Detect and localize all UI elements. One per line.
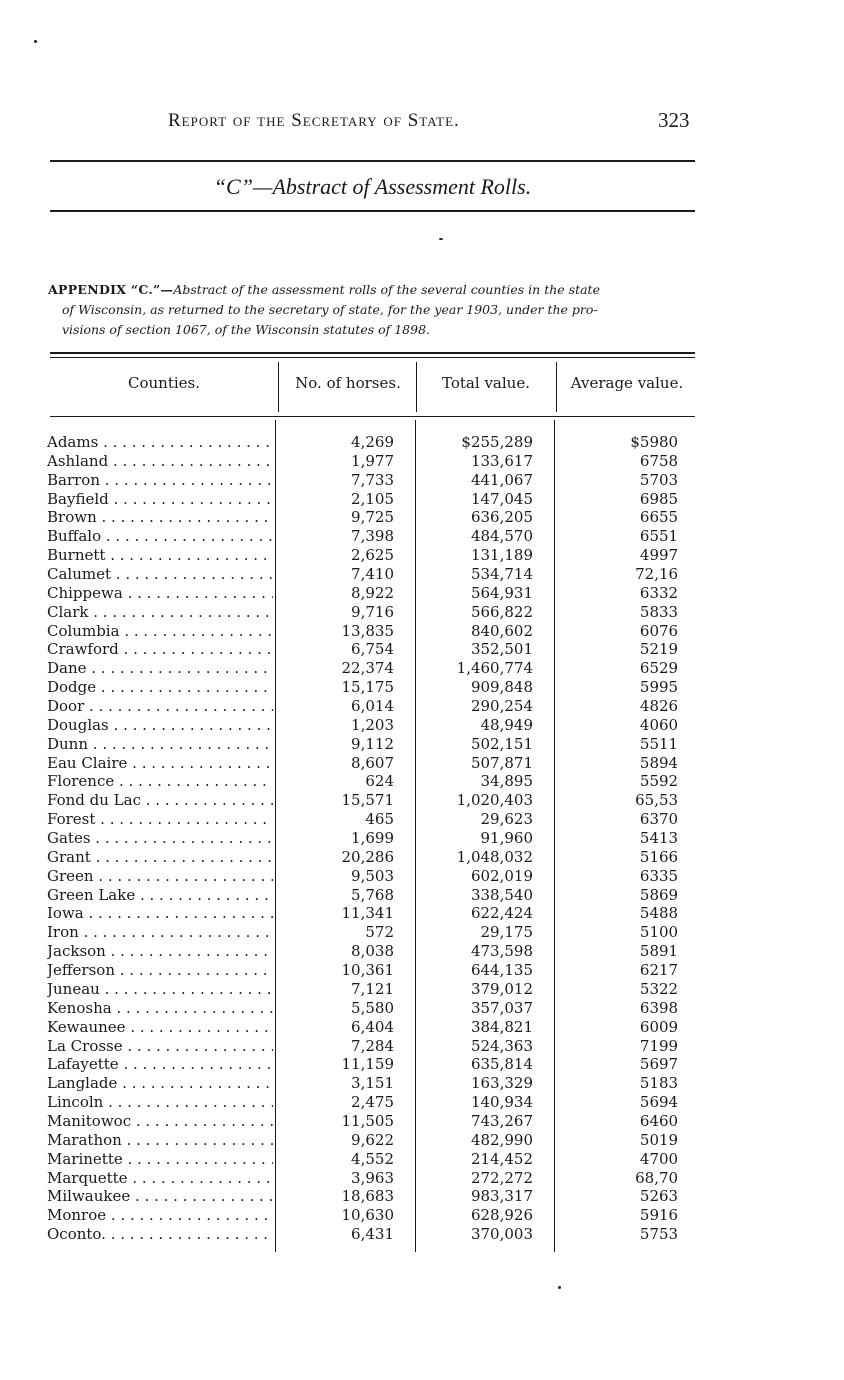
county-cell: Bayfield . . . bbox=[47, 490, 273, 509]
horses-cell: 9,716 bbox=[351, 602, 394, 621]
total-value-cell: 214,452 bbox=[470, 1149, 533, 1168]
appendix-line-2: of Wisconsin, as returned to the secretary of state, for the year 1903, under the pro- bbox=[62, 302, 598, 317]
table-row bbox=[0, 735, 844, 754]
total-value-cell: 502,151 bbox=[470, 734, 533, 753]
total-value-cell: 133,617 bbox=[470, 451, 533, 470]
average-cents-cell: 70 bbox=[659, 810, 679, 829]
total-value-cell: 29,623 bbox=[480, 810, 533, 829]
horses-cell: 11,159 bbox=[341, 1055, 394, 1074]
table-row bbox=[0, 659, 844, 678]
county-cell: Columbia . . . bbox=[47, 622, 273, 641]
horses-cell: 11,341 bbox=[341, 904, 394, 923]
average-cents-cell: 22 bbox=[659, 979, 679, 998]
average-dollars-cell: 59 bbox=[639, 1206, 659, 1225]
average-dollars-cell: 57 bbox=[639, 470, 659, 489]
average-cents-cell: 51 bbox=[659, 527, 679, 546]
appendix-line-3: visions of section 1067, of the Wisconsin statutes of 1898. bbox=[62, 322, 431, 337]
average-cents-cell: 17 bbox=[659, 961, 679, 980]
horses-cell: 7,398 bbox=[351, 527, 394, 546]
average-cents-cell: 53 bbox=[659, 791, 679, 810]
average-dollars-cell: 63 bbox=[639, 583, 659, 602]
average-dollars-cell: 58 bbox=[639, 602, 659, 621]
table-row bbox=[0, 1169, 844, 1188]
average-cents-cell: 91 bbox=[659, 942, 679, 961]
total-value-cell: 983,317 bbox=[470, 1187, 533, 1206]
average-cents-cell: 94 bbox=[659, 1093, 679, 1112]
average-dollars-cell: 50 bbox=[639, 1130, 659, 1149]
horses-cell: 7,733 bbox=[351, 470, 394, 489]
total-value-cell: 622,424 bbox=[470, 904, 533, 923]
divider-top bbox=[50, 160, 695, 162]
horses-cell: 6,404 bbox=[351, 1017, 394, 1036]
average-dollars-cell: 65 bbox=[639, 527, 659, 546]
county-cell: Grant . . . bbox=[47, 848, 273, 867]
table-row bbox=[0, 1037, 844, 1056]
county-cell: Manitowoc . . . bbox=[47, 1112, 273, 1131]
average-cents-cell: 55 bbox=[659, 508, 679, 527]
total-value-cell: 564,931 bbox=[470, 583, 533, 602]
county-cell: Dodge . . . bbox=[47, 678, 273, 697]
average-dollars-cell: 63 bbox=[639, 866, 659, 885]
horses-cell: 8,607 bbox=[351, 753, 394, 772]
table-row bbox=[0, 1018, 844, 1037]
horses-cell: 3,963 bbox=[351, 1168, 394, 1187]
header-divider-2 bbox=[416, 362, 417, 412]
average-dollars-cell: 64 bbox=[639, 1111, 659, 1130]
county-cell: Green . . . bbox=[47, 867, 273, 886]
total-value-cell: 48,949 bbox=[480, 715, 533, 734]
total-value-cell: 441,067 bbox=[470, 470, 533, 489]
horses-cell: 10,361 bbox=[341, 961, 394, 980]
county-cell: Juneau . . . bbox=[47, 980, 273, 999]
horses-cell: 2,625 bbox=[351, 546, 394, 565]
total-value-cell: 1,020,403 bbox=[456, 791, 533, 810]
county-cell: Kewaunee . . . bbox=[47, 1018, 273, 1037]
header-horses: No. of horses. bbox=[295, 374, 401, 392]
average-cents-cell: 99 bbox=[659, 1036, 679, 1055]
table-row bbox=[0, 810, 844, 829]
horses-cell: 15,571 bbox=[341, 791, 394, 810]
county-cell: Calumet . . . bbox=[47, 565, 273, 584]
average-dollars-cell: 55 bbox=[639, 734, 659, 753]
average-cents-cell: 92 bbox=[659, 772, 679, 791]
total-value-cell: 484,570 bbox=[470, 527, 533, 546]
county-cell: Jackson . . . bbox=[47, 942, 273, 961]
average-dollars-cell: 57 bbox=[639, 1225, 659, 1244]
county-cell: Door . . . bbox=[47, 697, 273, 716]
table-row bbox=[0, 471, 844, 490]
average-cents-cell: 00 bbox=[659, 1149, 679, 1168]
table-row bbox=[0, 603, 844, 622]
header-divider-3 bbox=[556, 362, 557, 412]
table-row bbox=[0, 433, 844, 452]
total-value-cell: 566,822 bbox=[470, 602, 533, 621]
appendix-intro bbox=[48, 280, 698, 340]
average-dollars-cell: 63 bbox=[639, 810, 659, 829]
horses-cell: 8,038 bbox=[351, 942, 394, 961]
total-value-cell: 909,848 bbox=[470, 678, 533, 697]
table-row bbox=[0, 452, 844, 471]
county-cell: Jefferson . . . bbox=[47, 961, 273, 980]
header-divider-1 bbox=[278, 362, 279, 412]
header-counties: Counties. bbox=[128, 374, 200, 392]
county-cell: Chippewa . . . bbox=[47, 584, 273, 603]
average-dollars-cell: 65, bbox=[635, 791, 659, 810]
average-dollars-cell: 56 bbox=[639, 1093, 659, 1112]
table-row bbox=[0, 1074, 844, 1093]
county-cell: Dunn . . . bbox=[47, 735, 273, 754]
table-row bbox=[0, 754, 844, 773]
average-dollars-cell: 51 bbox=[639, 923, 659, 942]
average-cents-cell: 53 bbox=[659, 1225, 679, 1244]
county-cell: Green Lake . . . bbox=[47, 886, 273, 905]
average-cents-cell: 70 bbox=[659, 1168, 679, 1187]
total-value-cell: 524,363 bbox=[470, 1036, 533, 1055]
table-row bbox=[0, 904, 844, 923]
total-value-cell: $255,289 bbox=[461, 433, 533, 451]
average-cents-cell: 29 bbox=[659, 659, 679, 678]
table-row bbox=[0, 1093, 844, 1112]
total-value-cell: 370,003 bbox=[470, 1225, 533, 1244]
average-dollars-cell: 60 bbox=[639, 1017, 659, 1036]
average-cents-cell: 98 bbox=[659, 998, 679, 1017]
average-dollars-cell: 60 bbox=[639, 621, 659, 640]
total-value-cell: 644,135 bbox=[470, 961, 533, 980]
county-cell: Brown . . . bbox=[47, 508, 273, 527]
table-row bbox=[0, 1225, 844, 1244]
horses-cell: 9,503 bbox=[351, 866, 394, 885]
header-bottom-rule bbox=[50, 416, 695, 417]
table-row bbox=[0, 923, 844, 942]
horses-cell: 5,768 bbox=[351, 885, 394, 904]
table-row bbox=[0, 999, 844, 1018]
average-dollars-cell: 59 bbox=[639, 678, 659, 697]
table-row bbox=[0, 961, 844, 980]
average-dollars-cell: 52 bbox=[639, 640, 659, 659]
total-value-cell: 140,934 bbox=[470, 1093, 533, 1112]
average-dollars-cell: 48 bbox=[639, 697, 659, 716]
average-cents-cell: 80 bbox=[659, 433, 679, 451]
horses-cell: 6,431 bbox=[351, 1225, 394, 1244]
total-value-cell: 473,598 bbox=[470, 942, 533, 961]
table-row bbox=[0, 490, 844, 509]
average-cents-cell: 97 bbox=[659, 546, 679, 565]
horses-cell: 2,475 bbox=[351, 1093, 394, 1112]
county-cell: Clark . . . bbox=[47, 603, 273, 622]
county-cell: Lincoln . . . bbox=[47, 1093, 273, 1112]
table-row bbox=[0, 678, 844, 697]
county-cell: Marquette . . . bbox=[47, 1169, 273, 1188]
table-row bbox=[0, 980, 844, 999]
table-row bbox=[0, 565, 844, 584]
section-title: “C”—Abstract of Assessment Rolls. bbox=[213, 174, 532, 199]
horses-cell: 624 bbox=[365, 772, 394, 791]
total-value-cell: 352,501 bbox=[470, 640, 533, 659]
average-dollars-cell: 65 bbox=[639, 659, 659, 678]
total-value-cell: 840,602 bbox=[470, 621, 533, 640]
horses-cell: 10,630 bbox=[341, 1206, 394, 1225]
horses-cell: 1,203 bbox=[351, 715, 394, 734]
horses-cell: 465 bbox=[365, 810, 394, 829]
table-row bbox=[0, 1112, 844, 1131]
average-dollars-cell: 47 bbox=[639, 1149, 659, 1168]
print-speck bbox=[558, 1286, 561, 1289]
average-cents-cell: 33 bbox=[659, 602, 679, 621]
table-body bbox=[0, 433, 844, 1244]
total-value-cell: 147,045 bbox=[470, 489, 533, 508]
horses-cell: 1,977 bbox=[351, 451, 394, 470]
table-row bbox=[0, 867, 844, 886]
horses-cell: 7,410 bbox=[351, 565, 394, 584]
table-row bbox=[0, 942, 844, 961]
average-cents-cell: 97 bbox=[659, 1055, 679, 1074]
horses-cell: 572 bbox=[365, 923, 394, 942]
county-cell: Iowa . . . bbox=[47, 904, 273, 923]
average-dollars-cell: 49 bbox=[639, 546, 659, 565]
average-cents-cell: 58 bbox=[659, 451, 679, 470]
table-row bbox=[0, 697, 844, 716]
average-dollars-cell: 62 bbox=[639, 961, 659, 980]
average-dollars-cell: 40 bbox=[639, 715, 659, 734]
total-value-cell: 1,460,774 bbox=[456, 659, 533, 678]
page-number: 323 bbox=[658, 108, 690, 132]
total-value-cell: 29,175 bbox=[480, 923, 533, 942]
total-value-cell: 628,926 bbox=[470, 1206, 533, 1225]
total-value-cell: 743,267 bbox=[470, 1111, 533, 1130]
county-cell: Douglas . . . bbox=[47, 716, 273, 735]
county-cell: Adams . . . bbox=[47, 433, 273, 452]
table-row bbox=[0, 584, 844, 603]
county-cell: Burnett . . . bbox=[47, 546, 273, 565]
average-cents-cell: 19 bbox=[659, 1130, 679, 1149]
table-row bbox=[0, 1187, 844, 1206]
average-cents-cell: 83 bbox=[659, 1074, 679, 1093]
total-value-cell: 272,272 bbox=[470, 1168, 533, 1187]
horses-cell: 9,622 bbox=[351, 1130, 394, 1149]
horses-cell: 8,922 bbox=[351, 583, 394, 602]
running-title: Report of the Secretary of State. bbox=[168, 110, 460, 131]
county-cell: Buffalo . . . bbox=[47, 527, 273, 546]
horses-cell: 4,269 bbox=[351, 433, 394, 451]
average-cents-cell: 60 bbox=[659, 715, 679, 734]
average-cents-cell: 19 bbox=[659, 640, 679, 659]
average-dollars-cell: 58 bbox=[639, 885, 659, 904]
table-row bbox=[0, 1150, 844, 1169]
average-dollars-cell: 51 bbox=[639, 1074, 659, 1093]
total-value-cell: 91,960 bbox=[480, 829, 533, 848]
county-cell: Kenosha . . . bbox=[47, 999, 273, 1018]
average-dollars-cell: 63 bbox=[639, 998, 659, 1017]
table-row bbox=[0, 716, 844, 735]
table-top-rule-thin bbox=[50, 357, 695, 358]
county-cell: La Crosse . . . bbox=[47, 1037, 273, 1056]
table-row bbox=[0, 1206, 844, 1225]
average-dollars-cell: 66 bbox=[639, 508, 659, 527]
horses-cell: 9,725 bbox=[351, 508, 394, 527]
average-cents-cell: 63 bbox=[659, 1187, 679, 1206]
average-cents-cell: 03 bbox=[659, 470, 679, 489]
county-cell: Eau Claire . . . bbox=[47, 754, 273, 773]
average-cents-cell: 95 bbox=[659, 678, 679, 697]
county-cell: Marathon . . . bbox=[47, 1131, 273, 1150]
horses-cell: 6,754 bbox=[351, 640, 394, 659]
horses-cell: 5,580 bbox=[351, 998, 394, 1017]
table-top-rule bbox=[50, 352, 695, 354]
county-cell: Forest . . . bbox=[47, 810, 273, 829]
average-cents-cell: 11 bbox=[659, 734, 679, 753]
average-cents-cell: 00 bbox=[659, 923, 679, 942]
print-speck bbox=[439, 238, 443, 240]
average-cents-cell: 35 bbox=[659, 866, 679, 885]
total-value-cell: 534,714 bbox=[470, 565, 533, 584]
table-row bbox=[0, 829, 844, 848]
average-dollars-cell: 56 bbox=[639, 1055, 659, 1074]
horses-cell: 3,151 bbox=[351, 1074, 394, 1093]
average-cents-cell: 16 bbox=[659, 1206, 679, 1225]
average-cents-cell: 26 bbox=[659, 697, 679, 716]
county-cell: Ashland . . . bbox=[47, 452, 273, 471]
average-dollars-cell: 71 bbox=[639, 1036, 659, 1055]
total-value-cell: 163,329 bbox=[470, 1074, 533, 1093]
horses-cell: 1,699 bbox=[351, 829, 394, 848]
total-value-cell: 507,871 bbox=[470, 753, 533, 772]
table-row bbox=[0, 1131, 844, 1150]
county-cell: Florence . . . bbox=[47, 772, 273, 791]
average-dollars-cell: 68, bbox=[635, 1168, 659, 1187]
county-cell: Monroe . . . bbox=[47, 1206, 273, 1225]
horses-cell: 6,014 bbox=[351, 697, 394, 716]
appendix-line-1: Abstract of the assessment rolls of the several counties in the state bbox=[173, 282, 600, 297]
horses-cell: 20,286 bbox=[341, 847, 394, 866]
table-row bbox=[0, 848, 844, 867]
total-value-cell: 338,540 bbox=[470, 885, 533, 904]
total-value-cell: 602,019 bbox=[470, 866, 533, 885]
average-dollars-cell: 53 bbox=[639, 979, 659, 998]
county-cell: Barron . . . bbox=[47, 471, 273, 490]
table-row bbox=[0, 622, 844, 641]
average-dollars-cell: 72, bbox=[635, 565, 659, 584]
table-row bbox=[0, 527, 844, 546]
table-row bbox=[0, 886, 844, 905]
county-cell: Milwaukee . . . bbox=[47, 1187, 273, 1206]
average-dollars-cell: 67 bbox=[639, 451, 659, 470]
total-value-cell: 357,037 bbox=[470, 998, 533, 1017]
total-value-cell: 482,990 bbox=[470, 1130, 533, 1149]
county-cell: Oconto. . . . bbox=[47, 1225, 273, 1244]
horses-cell: 22,374 bbox=[341, 659, 394, 678]
average-cents-cell: 32 bbox=[659, 583, 679, 602]
average-dollars-cell: 51 bbox=[639, 847, 659, 866]
horses-cell: 7,284 bbox=[351, 1036, 394, 1055]
total-value-cell: 131,189 bbox=[470, 546, 533, 565]
total-value-cell: 290,254 bbox=[470, 697, 533, 716]
horses-cell: 15,175 bbox=[341, 678, 394, 697]
divider-bottom bbox=[50, 210, 695, 212]
average-cents-cell: 60 bbox=[659, 1111, 679, 1130]
average-cents-cell: 76 bbox=[659, 621, 679, 640]
county-cell: Langlade . . . bbox=[47, 1074, 273, 1093]
horses-cell: 13,835 bbox=[341, 621, 394, 640]
table-row bbox=[0, 1055, 844, 1074]
average-cents-cell: 85 bbox=[659, 489, 679, 508]
header-total-value: Total value. bbox=[442, 374, 530, 392]
total-value-cell: 384,821 bbox=[470, 1017, 533, 1036]
county-cell: Lafayette . . . bbox=[47, 1055, 273, 1074]
average-cents-cell: 94 bbox=[659, 753, 679, 772]
table-row bbox=[0, 508, 844, 527]
print-speck bbox=[34, 40, 37, 43]
table-row bbox=[0, 546, 844, 565]
total-value-cell: 1,048,032 bbox=[456, 847, 533, 866]
horses-cell: 2,105 bbox=[351, 489, 394, 508]
county-cell: Dane . . . bbox=[47, 659, 273, 678]
average-dollars-cell: 58 bbox=[639, 942, 659, 961]
average-dollars-cell: 58 bbox=[639, 753, 659, 772]
table-row bbox=[0, 640, 844, 659]
horses-cell: 11,505 bbox=[341, 1111, 394, 1130]
total-value-cell: 636,205 bbox=[470, 508, 533, 527]
average-cents-cell: 16 bbox=[659, 565, 679, 584]
total-value-cell: 379,012 bbox=[470, 979, 533, 998]
average-dollars-cell: 55 bbox=[639, 772, 659, 791]
horses-cell: 18,683 bbox=[341, 1187, 394, 1206]
total-value-cell: 34,895 bbox=[480, 772, 533, 791]
average-dollars-cell: 54 bbox=[639, 829, 659, 848]
county-cell: Marinette . . . bbox=[47, 1150, 273, 1169]
average-cents-cell: 88 bbox=[659, 904, 679, 923]
average-dollars-cell: 69 bbox=[639, 489, 659, 508]
average-cents-cell: 66 bbox=[659, 847, 679, 866]
average-dollars-cell: 52 bbox=[639, 1187, 659, 1206]
county-cell: Gates . . . bbox=[47, 829, 273, 848]
county-cell: Fond du Lac . . . bbox=[47, 791, 273, 810]
horses-cell: 4,552 bbox=[351, 1149, 394, 1168]
total-value-cell: 635,814 bbox=[470, 1055, 533, 1074]
average-cents-cell: 13 bbox=[659, 829, 679, 848]
county-cell: Iron . . . bbox=[47, 923, 273, 942]
header-average-value: Average value. bbox=[570, 374, 684, 392]
average-dollars-cell: $59 bbox=[630, 433, 659, 451]
average-cents-cell: 69 bbox=[659, 885, 679, 904]
county-cell: Crawford . . . bbox=[47, 640, 273, 659]
average-cents-cell: 09 bbox=[659, 1017, 679, 1036]
horses-cell: 9,112 bbox=[351, 734, 394, 753]
table-row bbox=[0, 791, 844, 810]
average-dollars-cell: 54 bbox=[639, 904, 659, 923]
horses-cell: 7,121 bbox=[351, 979, 394, 998]
appendix-lead: APPENDIX “C.”— bbox=[48, 282, 174, 297]
table-row bbox=[0, 772, 844, 791]
